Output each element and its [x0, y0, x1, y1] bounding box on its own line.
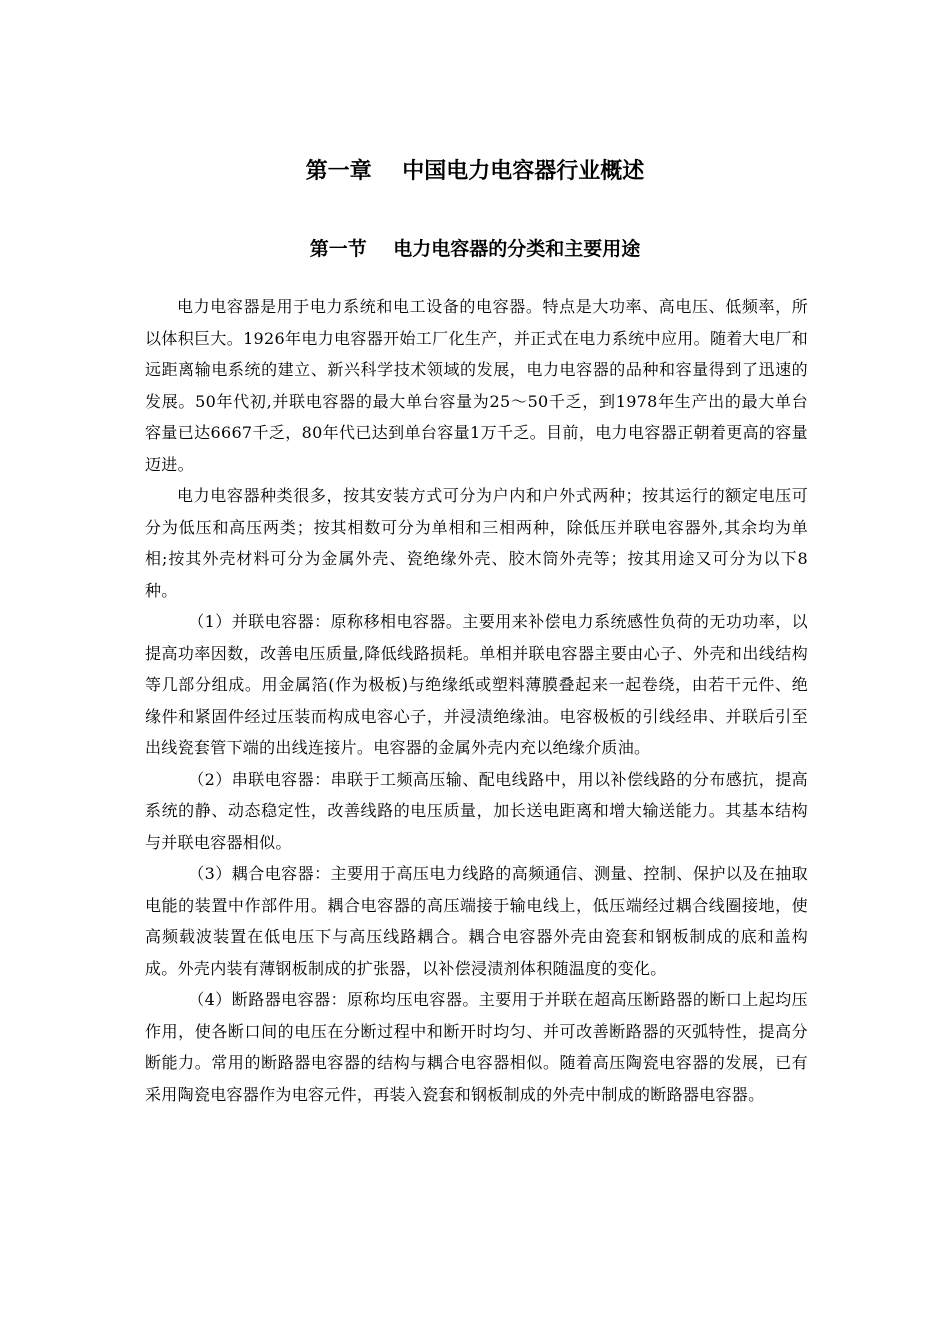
paragraph-coupling-capacitor: （3）耦合电容器：主要用于高压电力线路的高频通信、测量、控制、保护以及在抽取电能的装置中作部件用。耦合电容器的高压端接于输电线上，低压端经过耦合线圈接地，使高频载波装置在低电压下与高压线路耦合。耦合电容器外壳由瓷套和钢板制成的底和盖构成。外壳内装有薄钢板制成的扩张器，以补偿浸渍剂体积随温度的变化。: [145, 864, 808, 978]
section-title: 第一节 电力电容器的分类和主要用途: [309, 238, 641, 260]
paragraph-series-capacitor: （2）串联电容器：串联于工频高压输、配电线路中，用以补偿线路的分布感抗，提高系统的静、动态稳定性，改善线路的电压质量，加长送电距离和增大输送能力。其基本结构与并联电容器相似。: [145, 769, 808, 852]
chapter-title: 第一章 中国电力电容器行业概述: [305, 159, 645, 184]
paragraph-breaker-capacitor: （4）断路器电容器：原称均压电容器。主要用于并联在超高压断路器的断口上起均压作用，使各断口间的电压在分断过程中和断开时均匀、并可改善断路器的灭弧特性，提高分断能力。常用的断路器电容器的结构与耦合电容器相似。随着高压陶瓷电容器的发展，已有采用陶瓷电容器作为电容元件，再装入瓷套和钢板制成的外壳中制成的断路器电容器。: [145, 990, 808, 1104]
paragraph-classification: 电力电容器种类很多，按其安装方式可分为户内和户外式两种；按其运行的额定电压可分为低压和高压两类；按其相数可分为单相和三相两种，除低压并联电容器外,其余均为单相;按其外壳材料可分为金属外壳、瓷绝缘外壳、胶木筒外壳等；按其用途又可分为以下8种。: [145, 486, 808, 600]
paragraph-shunt-capacitor: （1）并联电容器：原称移相电容器。主要用来补偿电力系统感性负荷的无功功率，以提高功率因数，改善电压质量,降低线路损耗。单相并联电容器主要由心子、外壳和出线结构等几部分组成。用金属箔(作为极板)与绝缘纸或塑料薄膜叠起来一起卷绕，由若干元件、绝缘件和紧固件经过压装而构成电容心子，并浸渍绝缘油。电容极板的引线经串、并联后引至出线瓷套管下端的出线连接片。电容器的金属外壳内充以绝缘介质油。: [145, 612, 808, 757]
document-body: [145, 291, 808, 1110]
paragraph-intro: 电力电容器是用于电力系统和电工设备的电容器。特点是大功率、高电压、低频率，所以体积巨大。1926年电力电容器开始工厂化生产，并正式在电力系统中应用。随着大电厂和远距离输电系统的建立、新兴科学技术领域的发展，电力电容器的品种和容量得到了迅速的发展。50年代初,并联电容器的最大单台容量为25～50千乏，到1978年生产出的最大单台容量已达6667千乏，80年代已达到单台容量1万千乏。目前，电力电容器正朝着更高的容量迈进。: [145, 297, 808, 474]
